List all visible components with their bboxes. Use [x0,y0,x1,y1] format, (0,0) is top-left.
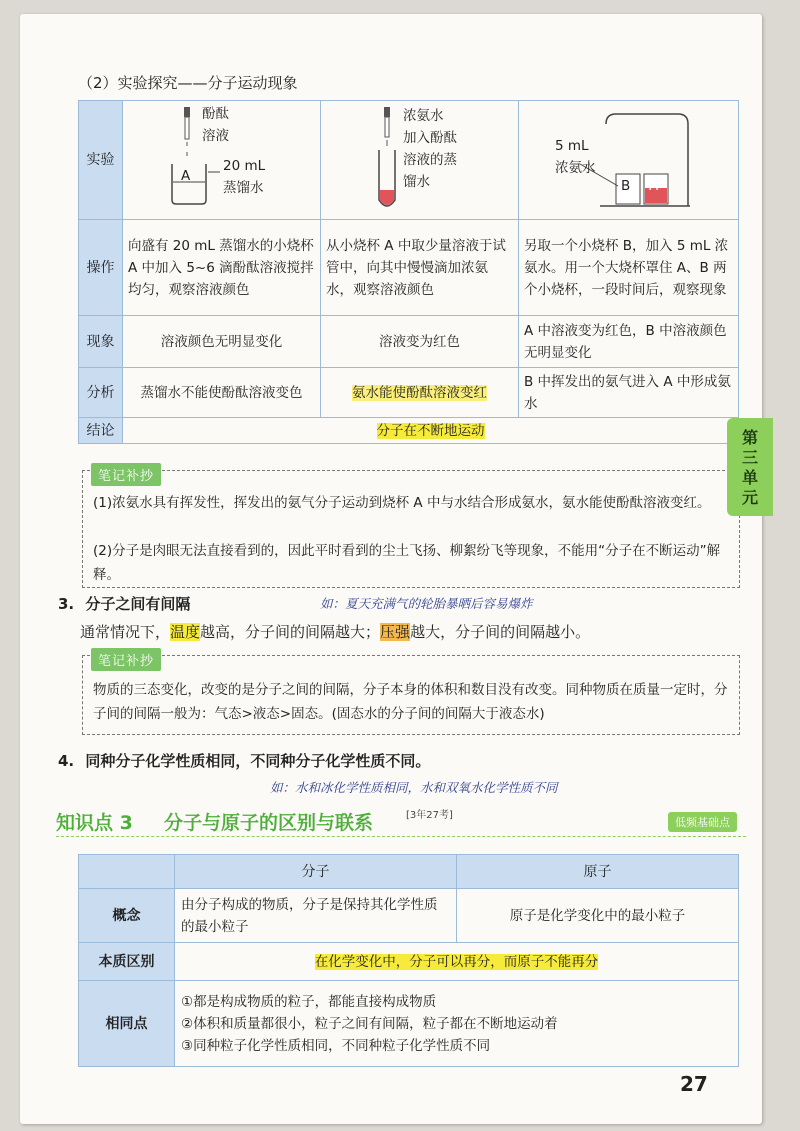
side-tab-char-4: 元 [741,488,758,507]
similarities-cell [175,981,739,1067]
point4-heading [58,750,430,771]
knowledge-superscript: [3年27考] [406,810,453,821]
operation-2: 从小烧杯 A 中取少量溶液于试管中，向其中慢慢滴加浓氨水，观察溶液颜色 [321,220,519,316]
label-ammonia: 浓氨水 [403,108,444,124]
point3-handwritten-note: 如：夏天充满气的轮胎暴晒后容易爆炸 [320,596,533,611]
point3-body [80,621,590,642]
essential-difference: 在化学变化中，分子可以再分，而原子不能再分 [314,953,599,970]
diagram-cell-1 [123,101,321,220]
row-label-experiment: 实验 [79,101,123,220]
point4-number: 4. [58,752,75,770]
row-label-conclusion: 结论 [79,418,123,444]
label-5ml: 5 mL [555,138,589,154]
side-tab-char-3: 单 [741,468,758,487]
point3-number: 3. [58,595,75,613]
note-tag-2: 笔记补抄 [91,648,161,671]
note-box-2 [82,655,740,735]
note-tag-1: 笔记补抄 [91,463,161,486]
label-add-phenol: 加入酚酞 [403,130,457,146]
row-label-essential-difference: 本质区别 [79,943,175,981]
concept-molecule: 由分子构成的物质，分子是保持其化学性质的最小粒子 [175,889,457,943]
corner-cell [79,855,175,889]
label-conc-ammonia: 浓氨水 [555,160,596,176]
header-atom: 原子 [457,855,739,889]
compare-table [78,854,739,1067]
unit-side-tab [727,418,773,516]
diagram-cell-3 [519,101,739,220]
note1-line2: (2)分子是肉眼无法直接看到的，因此平时看到的尘土飞扬、柳絮纷飞等现象，不能用“分子在不断运动”解释。 [93,543,721,583]
page-sheet [20,14,762,1124]
point3-temp: 温度 [170,623,201,641]
point4-handwritten-note: 如：水和冰化学性质相同，水和双氧水化学性质不同 [270,780,558,795]
point3-body-b: 越高，分子间的间隔越大； [200,623,381,641]
note1-line1: (1)浓氨水具有挥发性，挥发出的氨气分子运动到烧杯 A 中与水结合形成氨水，氨水能使酚酞溶液变红。 [93,495,711,511]
knowledge-header [56,808,746,837]
point3-pressure: 压强 [380,623,411,641]
point3-heading [58,593,190,614]
operation-3: 另取一个小烧杯 B，加入 5 mL 浓氨水。用一个大烧杯罩住 A、B 两个小烧杯，一段时间后，观察现象 [519,220,739,316]
diagram-cell-2 [321,101,519,220]
point4-title: 同种分子化学性质相同，不同种分子化学性质不同。 [85,752,431,770]
label-beaker-a2: A [649,178,659,194]
conclusion: 分子在不断地运动 [376,422,485,439]
row-label-similarities: 相同点 [79,981,175,1067]
analysis-2-cell [321,368,519,418]
label-distilled-water: 蒸馏水 [223,180,264,196]
large-beaker-diagram [520,102,738,218]
analysis-3: B 中挥发出的氨气进入 A 中形成氨水 [519,368,739,418]
analysis-2: 氨水能使酚酞溶液变红 [352,384,487,401]
label-solution: 溶液 [202,128,229,144]
row-label-operation: 操作 [79,220,123,316]
label-water: 馏水 [403,174,430,190]
point3-title: 分子之间有间隔 [85,595,191,613]
analysis-1: 蒸馏水不能使酚酞溶液变色 [123,368,321,418]
label-beaker-a: A [181,168,191,184]
phenomenon-3: A 中溶液变为红色，B 中溶液颜色无明显变化 [519,316,739,368]
note2-text: 物质的三态变化，改变的是分子之间的间隔，分子本身的体积和数目没有改变。同种物质在质量一定时，分子间的间隔一般为：气态>液态>固态。(固态水的分子间的间隔大于液态水) [93,682,728,722]
side-tab-char-1: 第 [741,428,758,447]
row-label-analysis: 分析 [79,368,123,418]
conclusion-cell [123,418,739,444]
row-label-phenomenon: 现象 [79,316,123,368]
knowledge-title: 分子与原子的区别与联系 [164,812,374,834]
experiment-table [78,100,739,444]
page-number: 27 [680,1072,708,1096]
section-title: （2）实验探究——分子运动现象 [78,74,298,92]
label-phenolphthalein: 酚酞 [202,106,229,122]
similarity-2: ②体积和质量都很小，粒子之间有间隔，粒子都在不断地运动着 [181,1015,558,1032]
header-molecule: 分子 [175,855,457,889]
label-beaker-b: B [621,178,631,194]
point3-body-a: 通常情况下， [80,623,171,641]
concept-atom: 原子是化学变化中的最小粒子 [457,889,739,943]
row-label-concept: 概念 [79,889,175,943]
label-solution-distilled: 溶液的蒸 [403,152,457,168]
knowledge-label: 知识点 3 [56,812,133,834]
phenomenon-2: 溶液变为红色 [321,316,519,368]
label-20ml: 20 mL [223,158,266,174]
operation-1: 向盛有 20 mL 蒸馏水的小烧杯A 中加入 5~6 滴酚酞溶液搅拌均匀，观察溶液颜色 [123,220,321,316]
point3-body-c: 越大，分子间的间隔越小。 [410,623,591,641]
note-box-1 [82,470,740,588]
side-tab-char-2: 三 [741,448,758,467]
similarity-3: ③同种粒子化学性质相同，不同种粒子化学性质不同 [181,1037,491,1054]
similarity-1: ①都是构成物质的粒子，都能直接构成物质 [181,993,437,1010]
essential-difference-cell [175,943,739,981]
knowledge-badge: 低频基础点 [668,812,737,832]
phenomenon-1: 溶液颜色无明显变化 [123,316,321,368]
